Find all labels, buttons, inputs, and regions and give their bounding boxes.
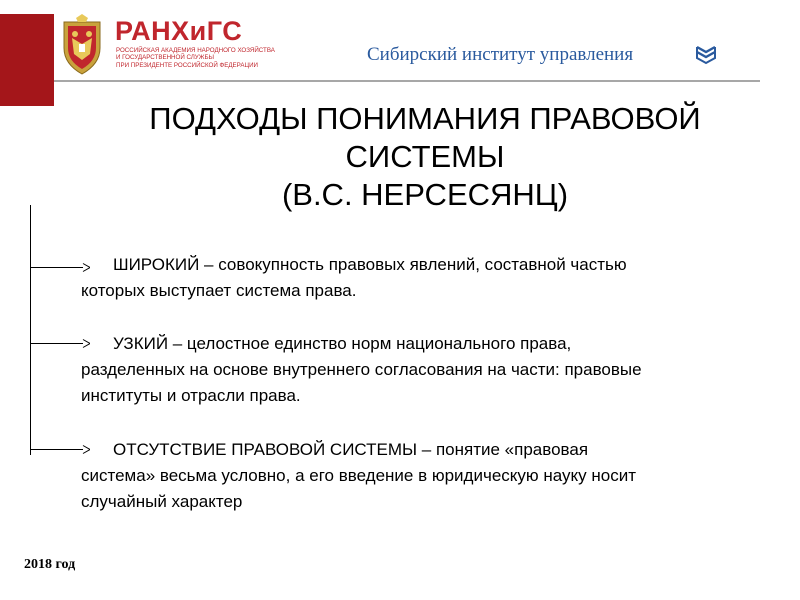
stylized-book-icon (695, 43, 717, 65)
slide-title-line: (В.С. НЕРСЕСЯНЦ) (281, 177, 569, 212)
approach-item-absence (81, 437, 761, 515)
approach-item-line: разделенных на основе внутреннего согласования на части: правовые (81, 360, 642, 379)
approach-item-line: институты и отрасли права. (81, 386, 301, 405)
approach-item-line: случайный характер (81, 492, 243, 511)
connector-vertical-line (30, 205, 31, 455)
logo-subtitle (116, 47, 275, 69)
double-headed-eagle-emblem-icon (58, 14, 106, 76)
approach-item-broad (81, 252, 761, 304)
slide-title (100, 100, 750, 214)
footer-year: 2018 год (24, 557, 76, 572)
header-divider (54, 80, 760, 82)
logo-subtitle-line: И ГОСУДАРСТВЕННОЙ СЛУЖБЫ (116, 54, 214, 62)
approach-item-line: ОТСУТСТВИЕ ПРАВОВОЙ СИСТЕМЫ – понятие «правовая (113, 440, 589, 459)
slide-title-line: СИСТЕМЫ (345, 139, 505, 174)
logo-subtitle-line: РОССИЙСКАЯ АКАДЕМИЯ НАРОДНОГО ХОЗЯЙСТВА (116, 47, 275, 54)
institute-name: Сибирский институт управления (367, 44, 634, 65)
approach-item-line: которых выступает система права. (81, 281, 357, 300)
approach-item-line: ШИРОКИЙ – совокупность правовых явлений, составной частью (113, 255, 627, 274)
logo-subtitle-line: ПРИ ПРЕЗИДЕНТЕ РОССИЙСКОЙ ФЕДЕРАЦИИ (116, 61, 258, 69)
ranepa-logo (58, 14, 275, 78)
approach-item-line: система» весьма условно, а его введение в юридическую науку носит (81, 466, 637, 485)
logo-name: РАНХиГС (115, 16, 243, 46)
header-red-block (0, 14, 54, 106)
slide-title-line: ПОДХОДЫ ПОНИМАНИЯ ПРАВОВОЙ (149, 101, 701, 136)
approach-item-narrow (81, 331, 761, 409)
approach-item-line: УЗКИЙ – целостное единство норм национального права, (113, 334, 572, 353)
